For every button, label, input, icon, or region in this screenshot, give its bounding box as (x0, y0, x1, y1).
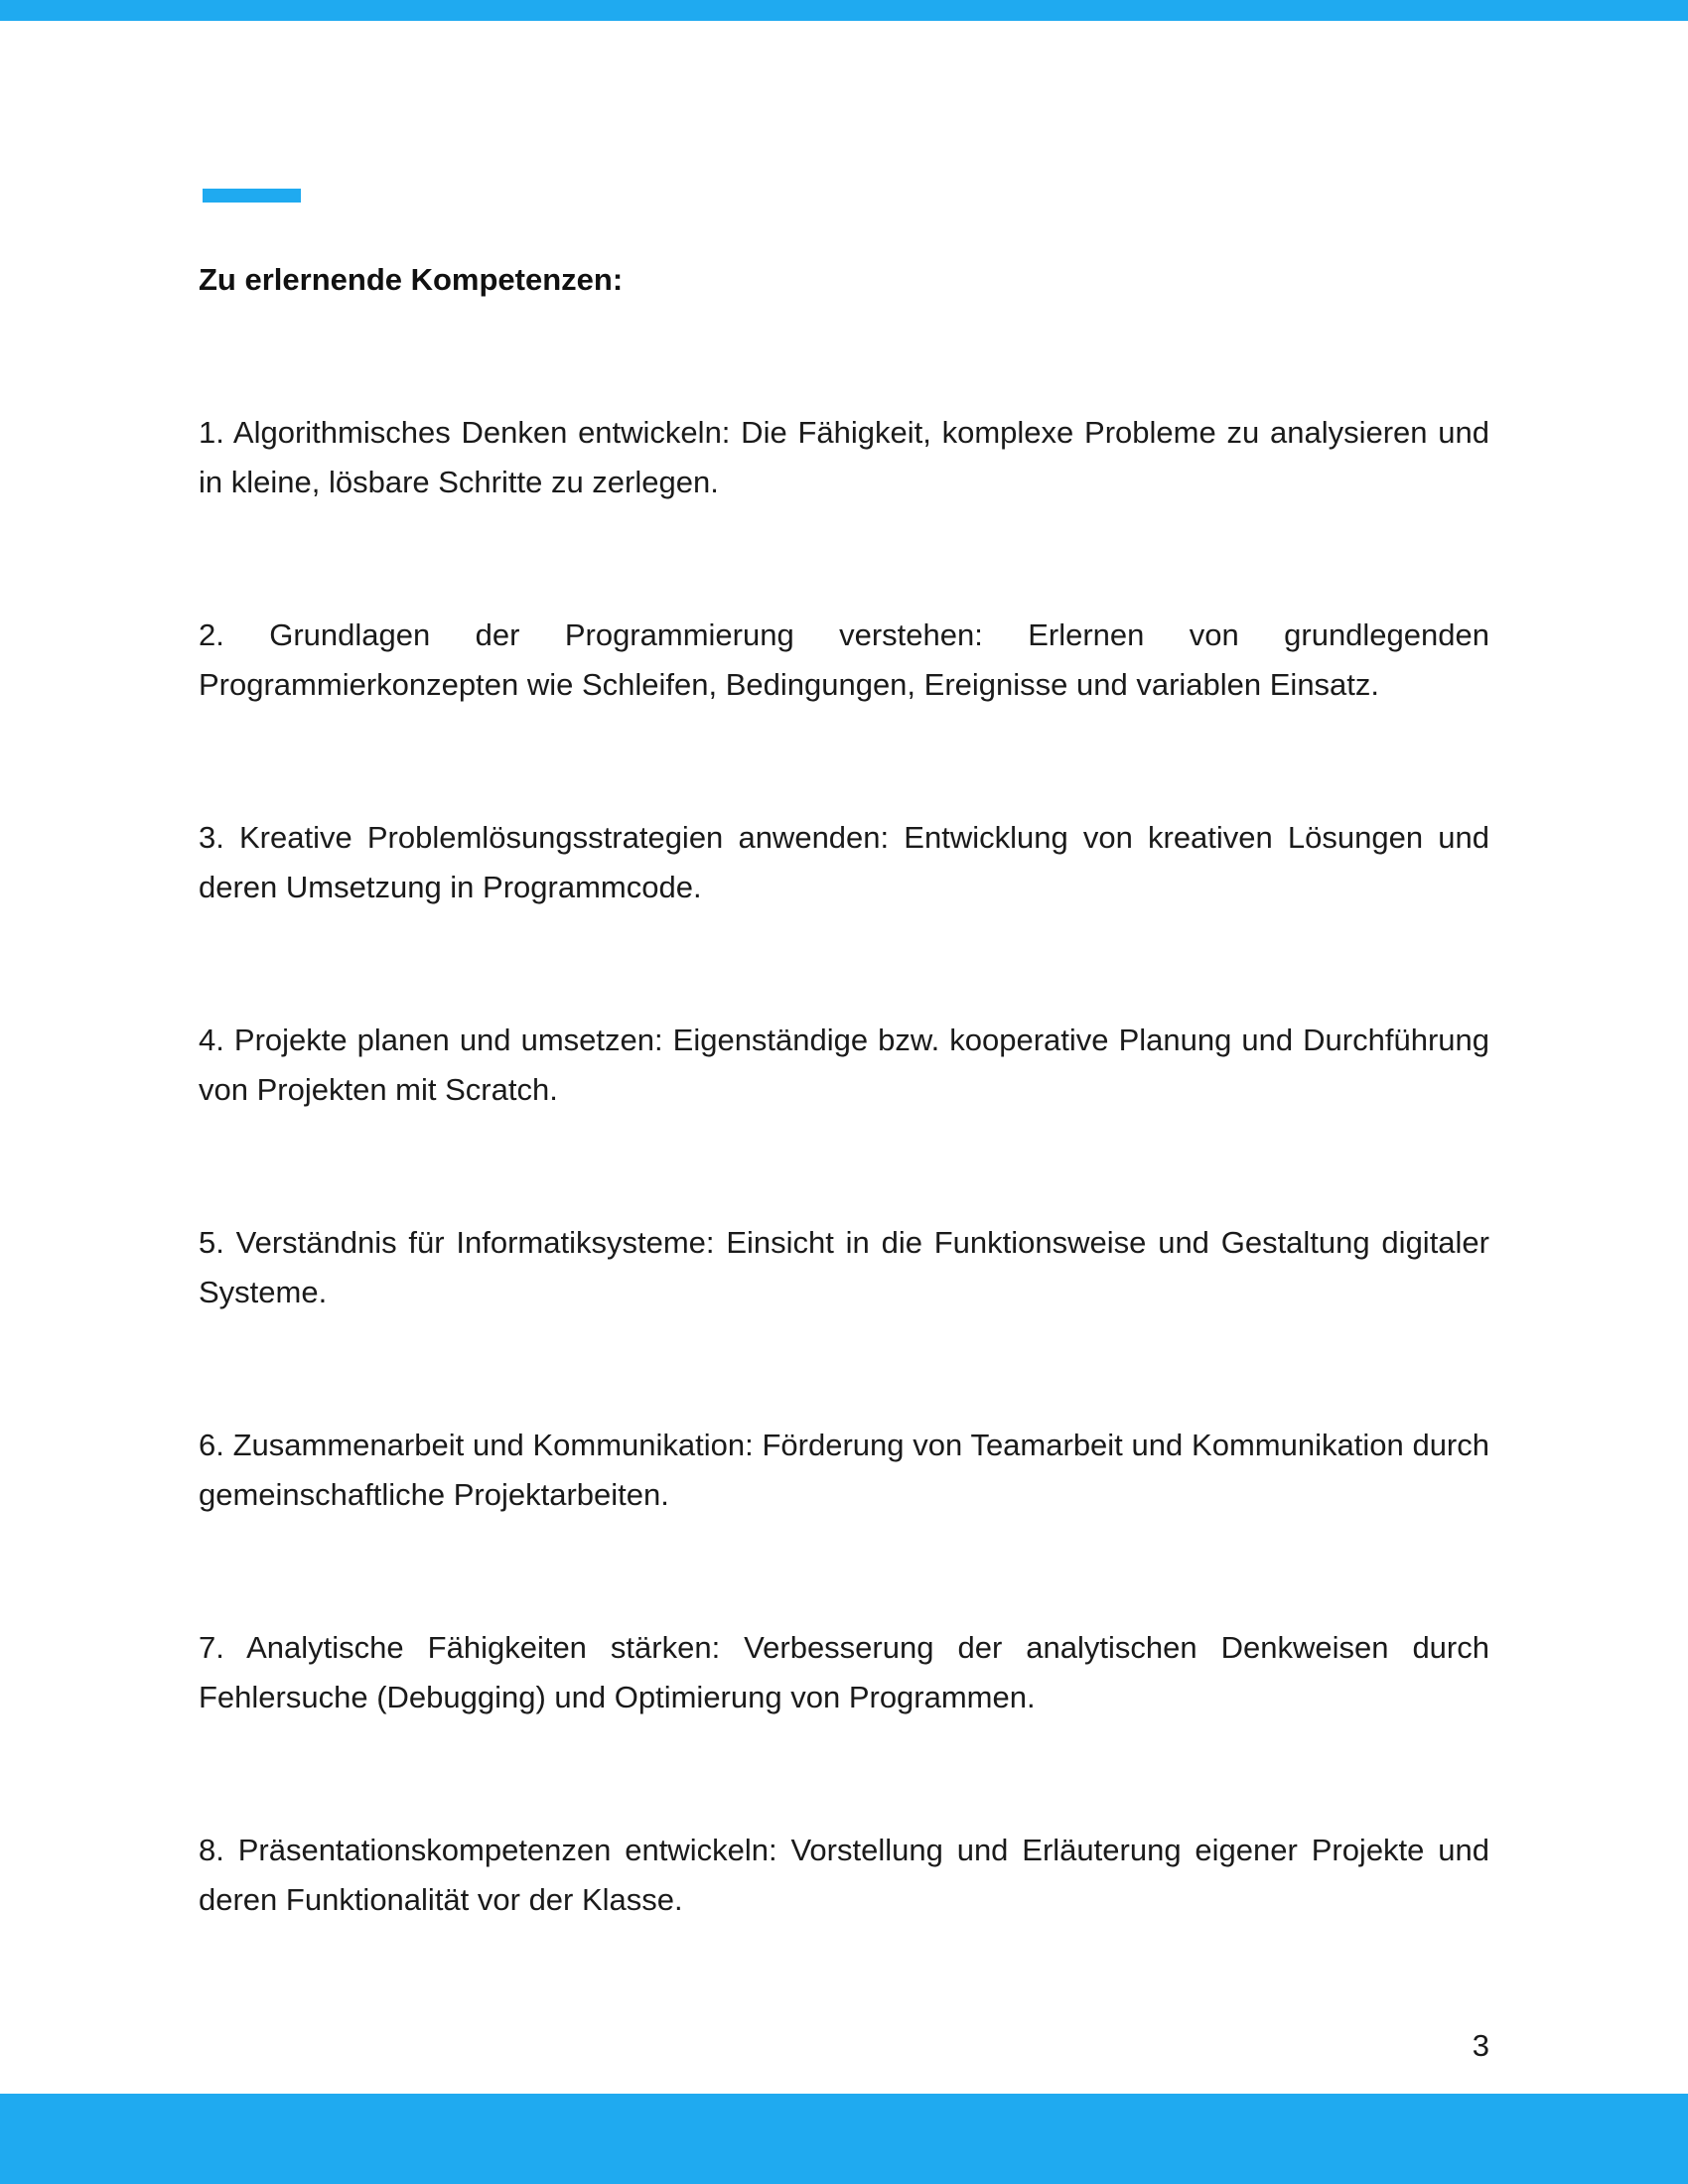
competency-item-5: 5. Verständnis für Informatiksysteme: Einsicht in die Funktionsweise und Gestaltung digitaler Systeme. (199, 1225, 1489, 1309)
competency-item-1: 1. Algorithmisches Denken entwickeln: Die Fähigkeit, komplexe Probleme zu analysieren und in kleine, lösbare Schritte zu zerlegen. (199, 415, 1489, 499)
competency-item-7: 7. Analytische Fähigkeiten stärken: Verbesserung der analytischen Denkweisen durch Fehlersuche (Debugging) und Optimierung von Programmen. (199, 1630, 1489, 1714)
competency-item-2: 2. Grundlagen der Programmierung verstehen: Erlernen von grundlegenden Programmierkonzepten wie Schleifen, Bedingungen, Ereignisse und variablen Einsatz. (199, 617, 1489, 702)
page-number: 3 (1472, 2028, 1489, 2063)
competency-item-3: 3. Kreative Problemlösungsstrategien anwenden: Entwicklung von kreativen Lösungen und deren Umsetzung in Programmcode. (199, 820, 1489, 904)
bottom-accent-bar (0, 2094, 1688, 2184)
top-accent-bar (0, 0, 1688, 21)
heading-accent-line (203, 189, 301, 203)
competency-item-6: 6. Zusammenarbeit und Kommunikation: Förderung von Teamarbeit und Kommunikation durch gemeinschaftliche Projektarbeiten. (199, 1428, 1489, 1512)
competency-item-4: 4. Projekte planen und umsetzen: Eigenständige bzw. kooperative Planung und Durchführung von Projekten mit Scratch. (199, 1023, 1489, 1107)
section-heading: Zu erlernende Kompetenzen: (199, 262, 624, 297)
competency-item-8: 8. Präsentationskompetenzen entwickeln: Vorstellung und Erläuterung eigener Projekte und deren Funktionalität vor der Klasse. (199, 1833, 1489, 1917)
